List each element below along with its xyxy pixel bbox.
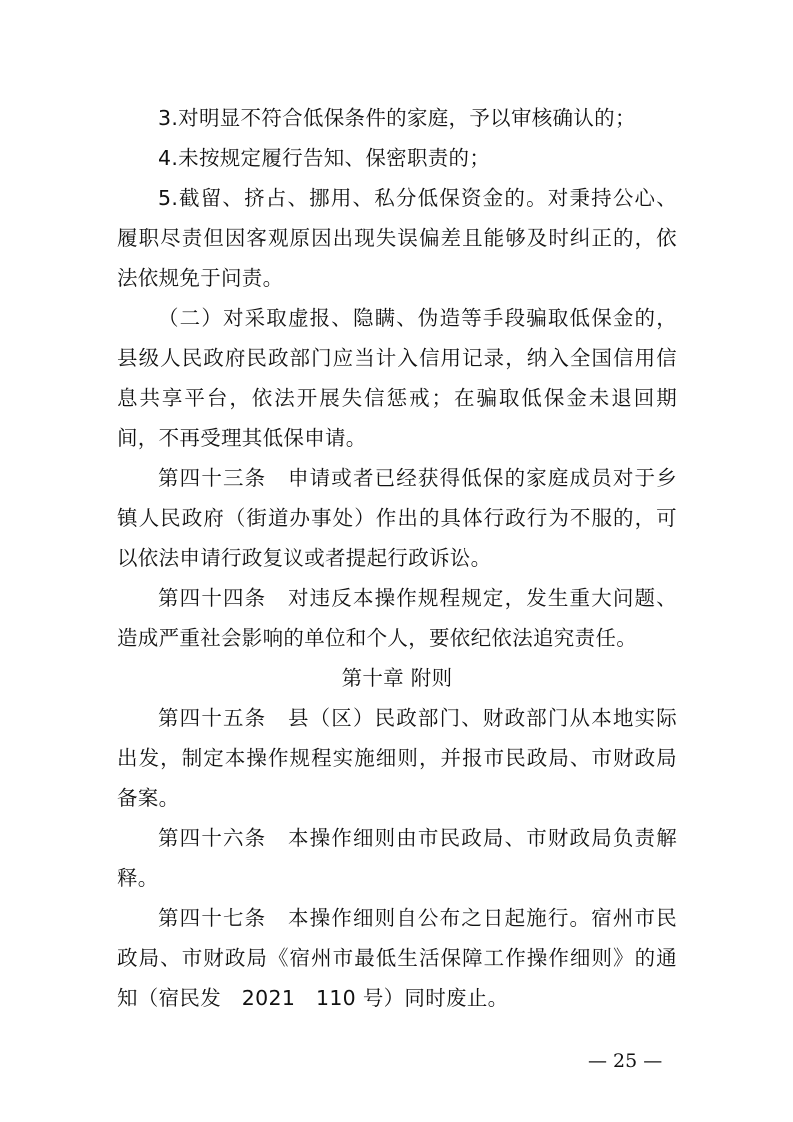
paragraph-item-4: 4.未按规定履行告知、保密职责的；: [158, 146, 491, 170]
paragraph-section-2: （二）对采取虚报、隐瞒、伪造等手段骗取低保金的，县级人民政府民政部门应当计入信用记录，纳入全国信用信息共享平台，依法开展失信惩戒；在骗取低保金未退回期间，不再受理其低保申请。: [117, 306, 677, 450]
paragraph-article-44: 第四十四条 对违反本操作规程规定，发生重大问题、造成严重社会影响的单位和个人，要依纪依法追究责任。: [117, 586, 677, 650]
chapter-title: 第十章 附则: [341, 666, 453, 690]
page-number: — 25 —: [588, 1050, 663, 1072]
paragraph-article-45: 第四十五条 县（区）民政部门、财政部门从本地实际出发，制定本操作规程实施细则，并报市民政局、市财政局备案。: [117, 706, 677, 810]
paragraph-article-47: 第四十七条 本操作细则自公布之日起施行。宿州市民政局、市财政局《宿州市最低生活保障工作操作细则》的通知（宿民发 2021 110 号）同时废止。: [117, 906, 677, 1010]
paragraph-item-5: 5.截留、挤占、挪用、私分低保资金的。对秉持公心、履职尽责但因客观原因出现失误偏差且能够及时纠正的，依法依规免于问责。: [117, 186, 677, 290]
paragraph-item-3: 3.对明显不符合低保条件的家庭，予以审核确认的；: [158, 106, 636, 130]
paragraph-article-43: 第四十三条 申请或者已经获得低保的家庭成员对于乡镇人民政府（街道办事处）作出的具体行政行为不服的，可以依法申请行政复议或者提起行政诉讼。: [117, 466, 677, 570]
paragraph-article-46: 第四十六条 本操作细则由市民政局、市财政局负责解释。: [117, 826, 677, 890]
document-body: [117, 98, 677, 1018]
